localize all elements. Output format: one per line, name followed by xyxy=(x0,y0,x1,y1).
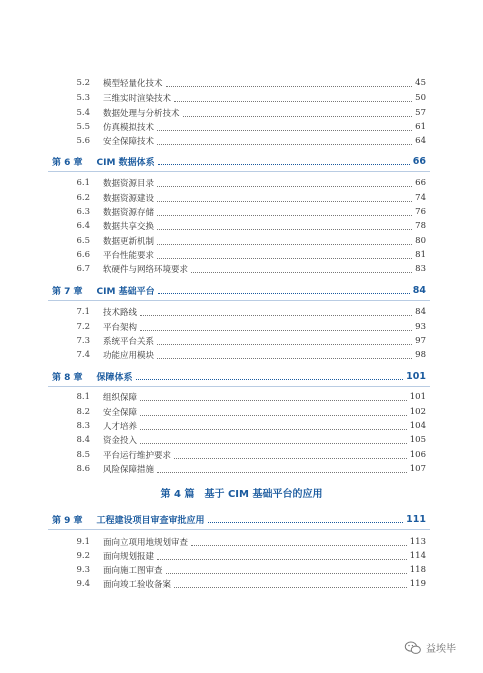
section-title: 数据资源存储 xyxy=(103,208,155,218)
toc-entry[interactable] xyxy=(52,120,426,134)
page-number: 118 xyxy=(409,565,426,575)
section-title: 组织保障 xyxy=(103,393,138,403)
section-title: 平台运行维护要求 xyxy=(103,451,172,461)
page-number: 78 xyxy=(415,221,426,231)
dot-leader xyxy=(157,258,412,259)
toc-entry[interactable] xyxy=(52,191,426,205)
section-title: 安全保障 xyxy=(103,408,138,418)
section-number: 8.3 xyxy=(76,421,90,431)
section-number: 5.4 xyxy=(76,108,90,118)
dot-leader xyxy=(157,215,412,216)
section-title: 面向竣工验收备案 xyxy=(103,580,172,590)
section-number: 5.6 xyxy=(76,136,90,146)
section-title: 平台性能要求 xyxy=(103,251,155,261)
section-title: 三维实时渲染技术 xyxy=(103,94,172,104)
chapter-title: 工程建设项目审查审批应用 xyxy=(96,515,205,526)
toc-entry[interactable] xyxy=(52,405,426,419)
page-number: 114 xyxy=(409,551,426,561)
toc-entry[interactable] xyxy=(52,390,426,404)
chapter-divider xyxy=(48,386,430,387)
part-heading[interactable]: 第 4 篇 基于 CIM 基础平台的应用 xyxy=(160,489,323,500)
chapter-number: 第 9 章 xyxy=(52,515,83,526)
page-number: 84 xyxy=(415,307,426,317)
section-title: 安全保障技术 xyxy=(103,137,155,147)
section-title: 面向施工图审查 xyxy=(103,566,163,576)
dot-leader xyxy=(166,86,413,87)
chapter-heading-6[interactable] xyxy=(52,153,426,169)
section-number: 6.3 xyxy=(76,207,90,217)
dot-leader xyxy=(157,144,412,145)
page-number: 106 xyxy=(409,450,426,460)
page-number: 45 xyxy=(415,78,426,88)
toc-entry[interactable] xyxy=(52,106,426,120)
section-number: 6.6 xyxy=(76,250,90,260)
toc-entry[interactable] xyxy=(52,248,426,262)
page-number: 66 xyxy=(415,178,426,188)
toc-entry[interactable] xyxy=(52,419,426,433)
dot-leader xyxy=(140,330,412,331)
chapter-number: 第 7 章 xyxy=(52,286,83,297)
toc-entry[interactable] xyxy=(52,219,426,233)
section-number: 9.4 xyxy=(76,579,90,589)
toc-entry[interactable] xyxy=(52,448,426,462)
section-title: 风险保障措施 xyxy=(103,465,155,475)
page-number: 81 xyxy=(415,250,426,260)
section-number: 6.5 xyxy=(76,236,90,246)
chapter-divider xyxy=(48,171,430,172)
section-title: 数据共享交换 xyxy=(103,222,155,232)
section-number: 8.4 xyxy=(76,435,90,445)
toc-entry[interactable] xyxy=(52,305,426,319)
chapter-divider xyxy=(48,300,430,301)
toc-entry[interactable] xyxy=(52,334,426,348)
dot-leader xyxy=(140,415,407,416)
section-number: 9.2 xyxy=(76,551,90,561)
chapter-heading-8[interactable] xyxy=(52,368,426,384)
page-number: 104 xyxy=(409,421,426,431)
toc-entry[interactable] xyxy=(52,462,426,476)
dot-leader xyxy=(140,429,407,430)
section-title: 平台架构 xyxy=(103,323,138,333)
section-number: 8.2 xyxy=(76,407,90,417)
toc-entry[interactable] xyxy=(52,577,426,591)
dot-leader xyxy=(157,559,407,560)
chapter-heading-9[interactable] xyxy=(52,511,426,527)
page-number: 107 xyxy=(409,464,426,474)
section-title: 仿真模拟技术 xyxy=(103,123,155,133)
section-title: 模型轻量化技术 xyxy=(103,79,163,89)
section-number: 7.3 xyxy=(76,336,90,346)
section-number: 5.5 xyxy=(76,122,90,132)
section-title: 资金投入 xyxy=(103,436,138,446)
section-number: 5.3 xyxy=(76,93,90,103)
toc-entry[interactable] xyxy=(52,134,426,148)
chapter-title: CIM 基础平台 xyxy=(96,286,155,297)
dot-leader xyxy=(183,116,413,117)
dot-leader xyxy=(140,443,407,444)
page-number: 83 xyxy=(415,264,426,274)
dot-leader xyxy=(191,272,412,273)
dot-leader xyxy=(157,229,412,230)
chapter-divider xyxy=(48,529,430,530)
page-number: 50 xyxy=(415,93,426,103)
page-number: 66 xyxy=(412,155,426,167)
section-title: 系统平台关系 xyxy=(103,337,155,347)
wechat-icon xyxy=(404,641,422,655)
section-number: 5.2 xyxy=(76,78,90,88)
page-number: 80 xyxy=(415,236,426,246)
toc-entry[interactable] xyxy=(52,433,426,447)
dot-leader xyxy=(174,458,407,459)
dot-leader xyxy=(136,379,404,380)
dot-leader xyxy=(157,244,412,245)
page-number: 101 xyxy=(406,370,426,382)
dot-leader xyxy=(158,164,410,165)
dot-leader xyxy=(140,400,407,401)
section-title: 人才培养 xyxy=(103,422,138,432)
dot-leader xyxy=(158,293,410,294)
dot-leader xyxy=(174,101,412,102)
section-number: 6.4 xyxy=(76,221,90,231)
chapter-number: 第 6 章 xyxy=(52,157,83,168)
section-number: 6.7 xyxy=(76,264,90,274)
dot-leader xyxy=(191,545,407,546)
page-number: 97 xyxy=(415,336,426,346)
page-number: 76 xyxy=(415,207,426,217)
toc-entry[interactable] xyxy=(52,535,426,549)
section-number: 8.1 xyxy=(76,392,90,402)
section-title: 软硬件与网络环境要求 xyxy=(103,265,189,275)
dot-leader xyxy=(157,472,407,473)
section-title: 数据处理与分析技术 xyxy=(103,109,180,119)
dot-leader xyxy=(157,201,412,202)
section-title: 面向规划报建 xyxy=(103,552,155,562)
toc-entry[interactable] xyxy=(52,320,426,334)
page-number: 113 xyxy=(409,537,426,547)
chapter-title: 保障体系 xyxy=(96,372,133,383)
page-number: 84 xyxy=(412,284,426,296)
dot-leader xyxy=(157,344,412,345)
section-number: 8.5 xyxy=(76,450,90,460)
page-number: 105 xyxy=(409,435,426,445)
dot-leader xyxy=(174,587,407,588)
chapter-title: CIM 数据体系 xyxy=(96,157,155,168)
page-number: 101 xyxy=(409,392,426,402)
section-number: 9.3 xyxy=(76,565,90,575)
toc-entry[interactable] xyxy=(52,234,426,248)
toc-entry[interactable] xyxy=(52,348,426,362)
toc-entry[interactable] xyxy=(52,76,426,90)
dot-leader xyxy=(140,315,412,316)
section-number: 7.1 xyxy=(76,307,90,317)
dot-leader xyxy=(157,358,412,359)
toc-entry[interactable] xyxy=(52,91,426,105)
page-number: 98 xyxy=(415,350,426,360)
page-number: 119 xyxy=(409,579,426,589)
page-number: 61 xyxy=(415,122,426,132)
section-number: 6.1 xyxy=(76,178,90,188)
dot-leader xyxy=(157,186,412,187)
section-number: 8.6 xyxy=(76,464,90,474)
section-number: 6.2 xyxy=(76,193,90,203)
page-number: 64 xyxy=(415,136,426,146)
section-number: 7.4 xyxy=(76,350,90,360)
page-number: 57 xyxy=(415,108,426,118)
section-title: 技术路线 xyxy=(103,308,138,318)
section-title: 数据更新机制 xyxy=(103,237,155,247)
toc-entry[interactable] xyxy=(52,549,426,563)
dot-leader xyxy=(157,130,412,131)
section-number: 9.1 xyxy=(76,537,90,547)
toc-entry[interactable] xyxy=(52,262,426,276)
dot-leader xyxy=(208,522,404,523)
toc-entry[interactable] xyxy=(52,176,426,190)
section-title: 功能应用模块 xyxy=(103,351,155,361)
section-number: 7.2 xyxy=(76,322,90,332)
page-number: 93 xyxy=(415,322,426,332)
page-number: 102 xyxy=(409,407,426,417)
page-number: 74 xyxy=(415,193,426,203)
section-title: 面向立项用地规划审查 xyxy=(103,538,189,548)
chapter-heading-7[interactable] xyxy=(52,282,426,298)
section-title: 数据资源建设 xyxy=(103,194,155,204)
dot-leader xyxy=(166,573,407,574)
section-title: 数据资源目录 xyxy=(103,179,155,189)
page-number: 111 xyxy=(406,513,426,525)
watermark-text: 益埃毕 xyxy=(426,644,456,655)
toc-entry[interactable] xyxy=(52,205,426,219)
toc-entry[interactable] xyxy=(52,563,426,577)
watermark xyxy=(404,640,456,655)
chapter-number: 第 8 章 xyxy=(52,372,83,383)
